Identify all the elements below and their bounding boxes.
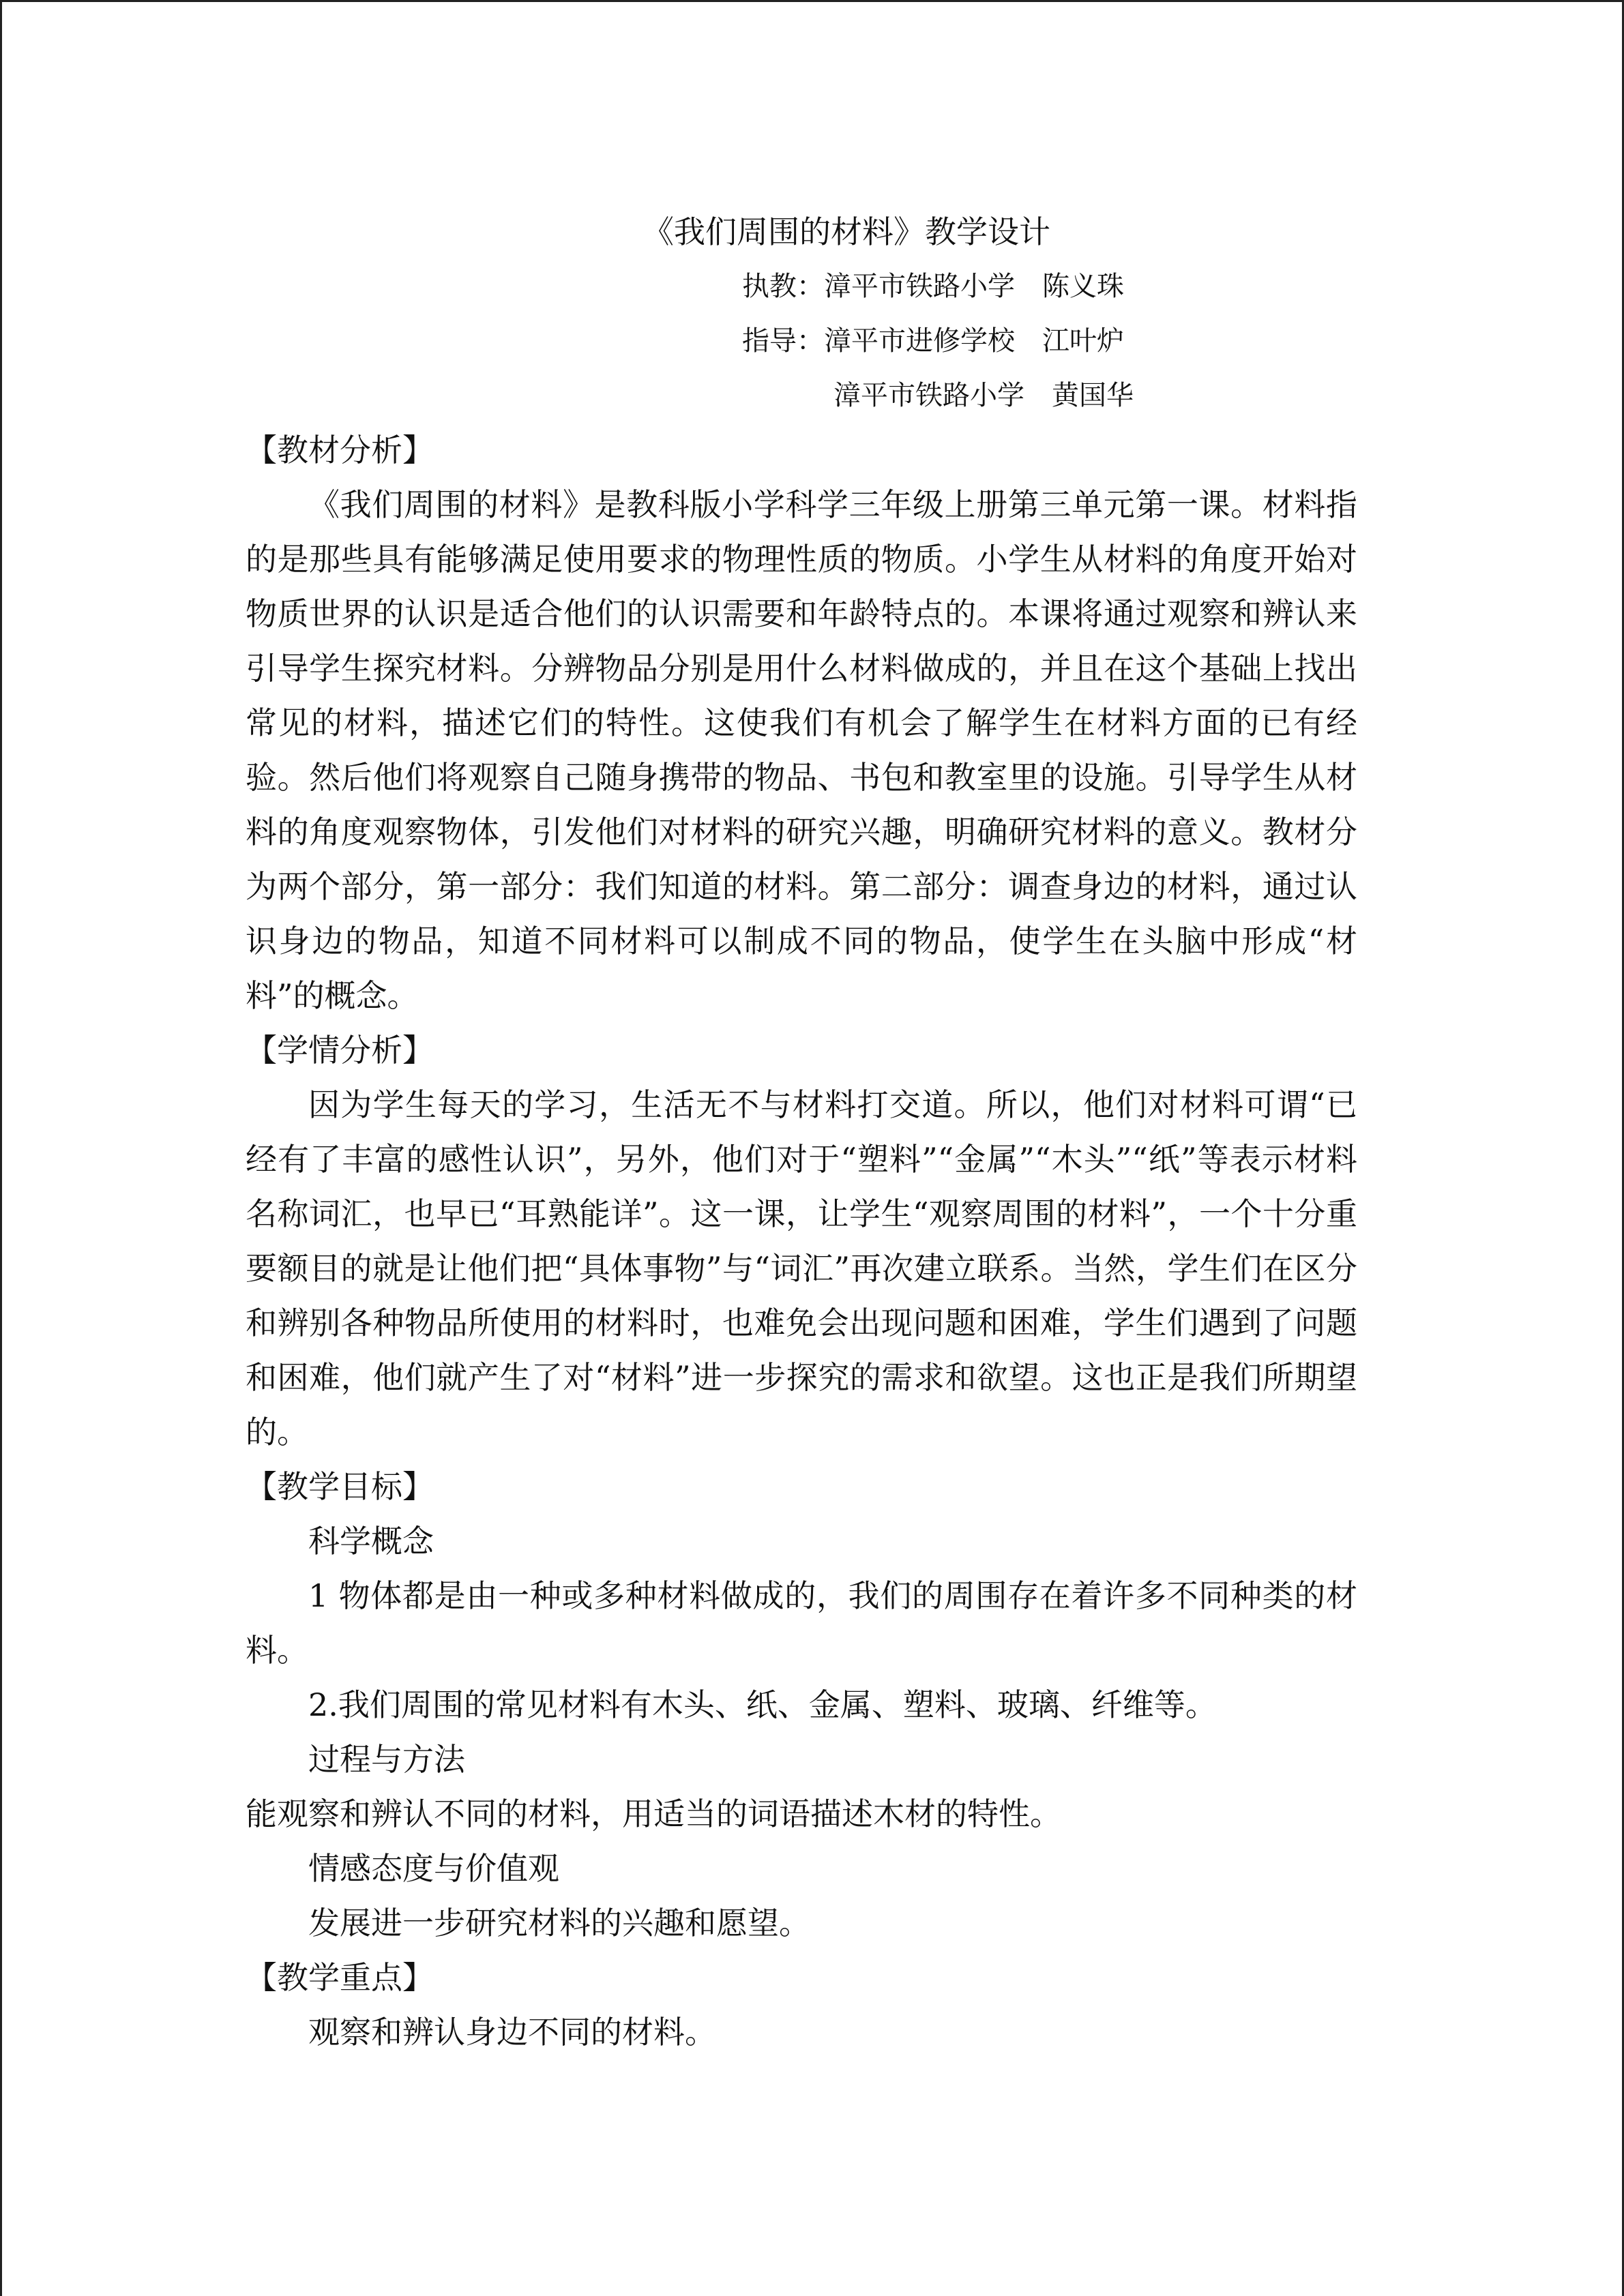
subheading-attitude-values: 情感态度与价值观 (308, 1850, 559, 1887)
paragraph-textbook-analysis: 《我们周围的材料》是教科版小学科学三年级上册第三单元第一课。材料指的是那些具有能够满足使用要求的物理性质的物质。小学生从材料的角度开始对物质世界的认识是适合他们的认识需要和年龄特点的。本课将通过观察和辨认来引导学生探究材料。分辨物品分别是用什么材料做成的，并且在这个基础上找出常见的材料，描述它们的特性。这使我们有机会了解学生在材料方面的已有经验。然后他们将观察自己随身携带的物品、书包和教室里的设施。引导学生从材料的角度观察物体，引发他们对材料的研究兴趣，明确研究材料的意义。教材分为两个部分，第一部分：我们知道的材料。第二部分：调查身边的材料，通过认识身边的物品，知道不同材料可以制成不同的物品，使学生在头脑中形成“材料”的概念。 (246, 486, 1357, 1014)
paragraph-process-methods: 能观察和辨认不同的材料，用适当的词语描述木材的特性。 (246, 1795, 1061, 1832)
heading-key-points: 【教学重点】 (246, 1959, 434, 1996)
subheading-science-concepts: 科学概念 (308, 1523, 434, 1560)
paragraph-key-points: 观察和辨认身边不同的材料。 (308, 2014, 716, 2051)
document-title: 《我们周围的材料》教学设计 (643, 213, 1050, 250)
paragraph-concept-1: 1 物体都是由一种或多种材料做成的，我们的周围存在着许多不同种类的材料。 (246, 1577, 1357, 1669)
heading-student-analysis: 【学情分析】 (246, 1032, 434, 1069)
heading-teaching-goals: 【教学目标】 (246, 1468, 434, 1505)
credit-mentor-1: 指导：漳平市进修学校 江叶炉 (742, 325, 1124, 357)
page-border-top (0, 0, 1624, 2)
credit-mentor-2: 漳平市铁路小学 黄国华 (833, 380, 1134, 411)
page-border-left (0, 0, 2, 2296)
paragraph-student-analysis: 因为学生每天的学习，生活无不与材料打交道。所以，他们对材料可谓“已经有了丰富的感性认识”，另外，他们对于“塑料”“金属”“木头”“纸”等表示材料名称词汇，也早已“耳熟能详”。这一课，让学生“观察周围的材料”，一个十分重要额目的就是让他们把“具体事物”与“词汇”再次建立联系。当然，学生们在区分和辨别各种物品所使用的材料时，也难免会出现问题和困难，学生们遇到了问题和困难，他们就产生了对“材料”进一步探究的需求和欲望。这也正是我们所期望的。 (246, 1086, 1357, 1450)
paragraph-attitude-values: 发展进一步研究材料的兴趣和愿望。 (308, 1905, 810, 1941)
subheading-process-methods: 过程与方法 (308, 1741, 465, 1778)
document-body (246, 205, 1357, 2059)
credit-teacher: 执教：漳平市铁路小学 陈义珠 (742, 271, 1124, 302)
paragraph-concept-2: 2.我们周围的常见材料有木头、纸、金属、塑料、玻璃、纤维等。 (308, 1686, 1217, 1723)
heading-textbook-analysis: 【教材分析】 (246, 432, 434, 468)
